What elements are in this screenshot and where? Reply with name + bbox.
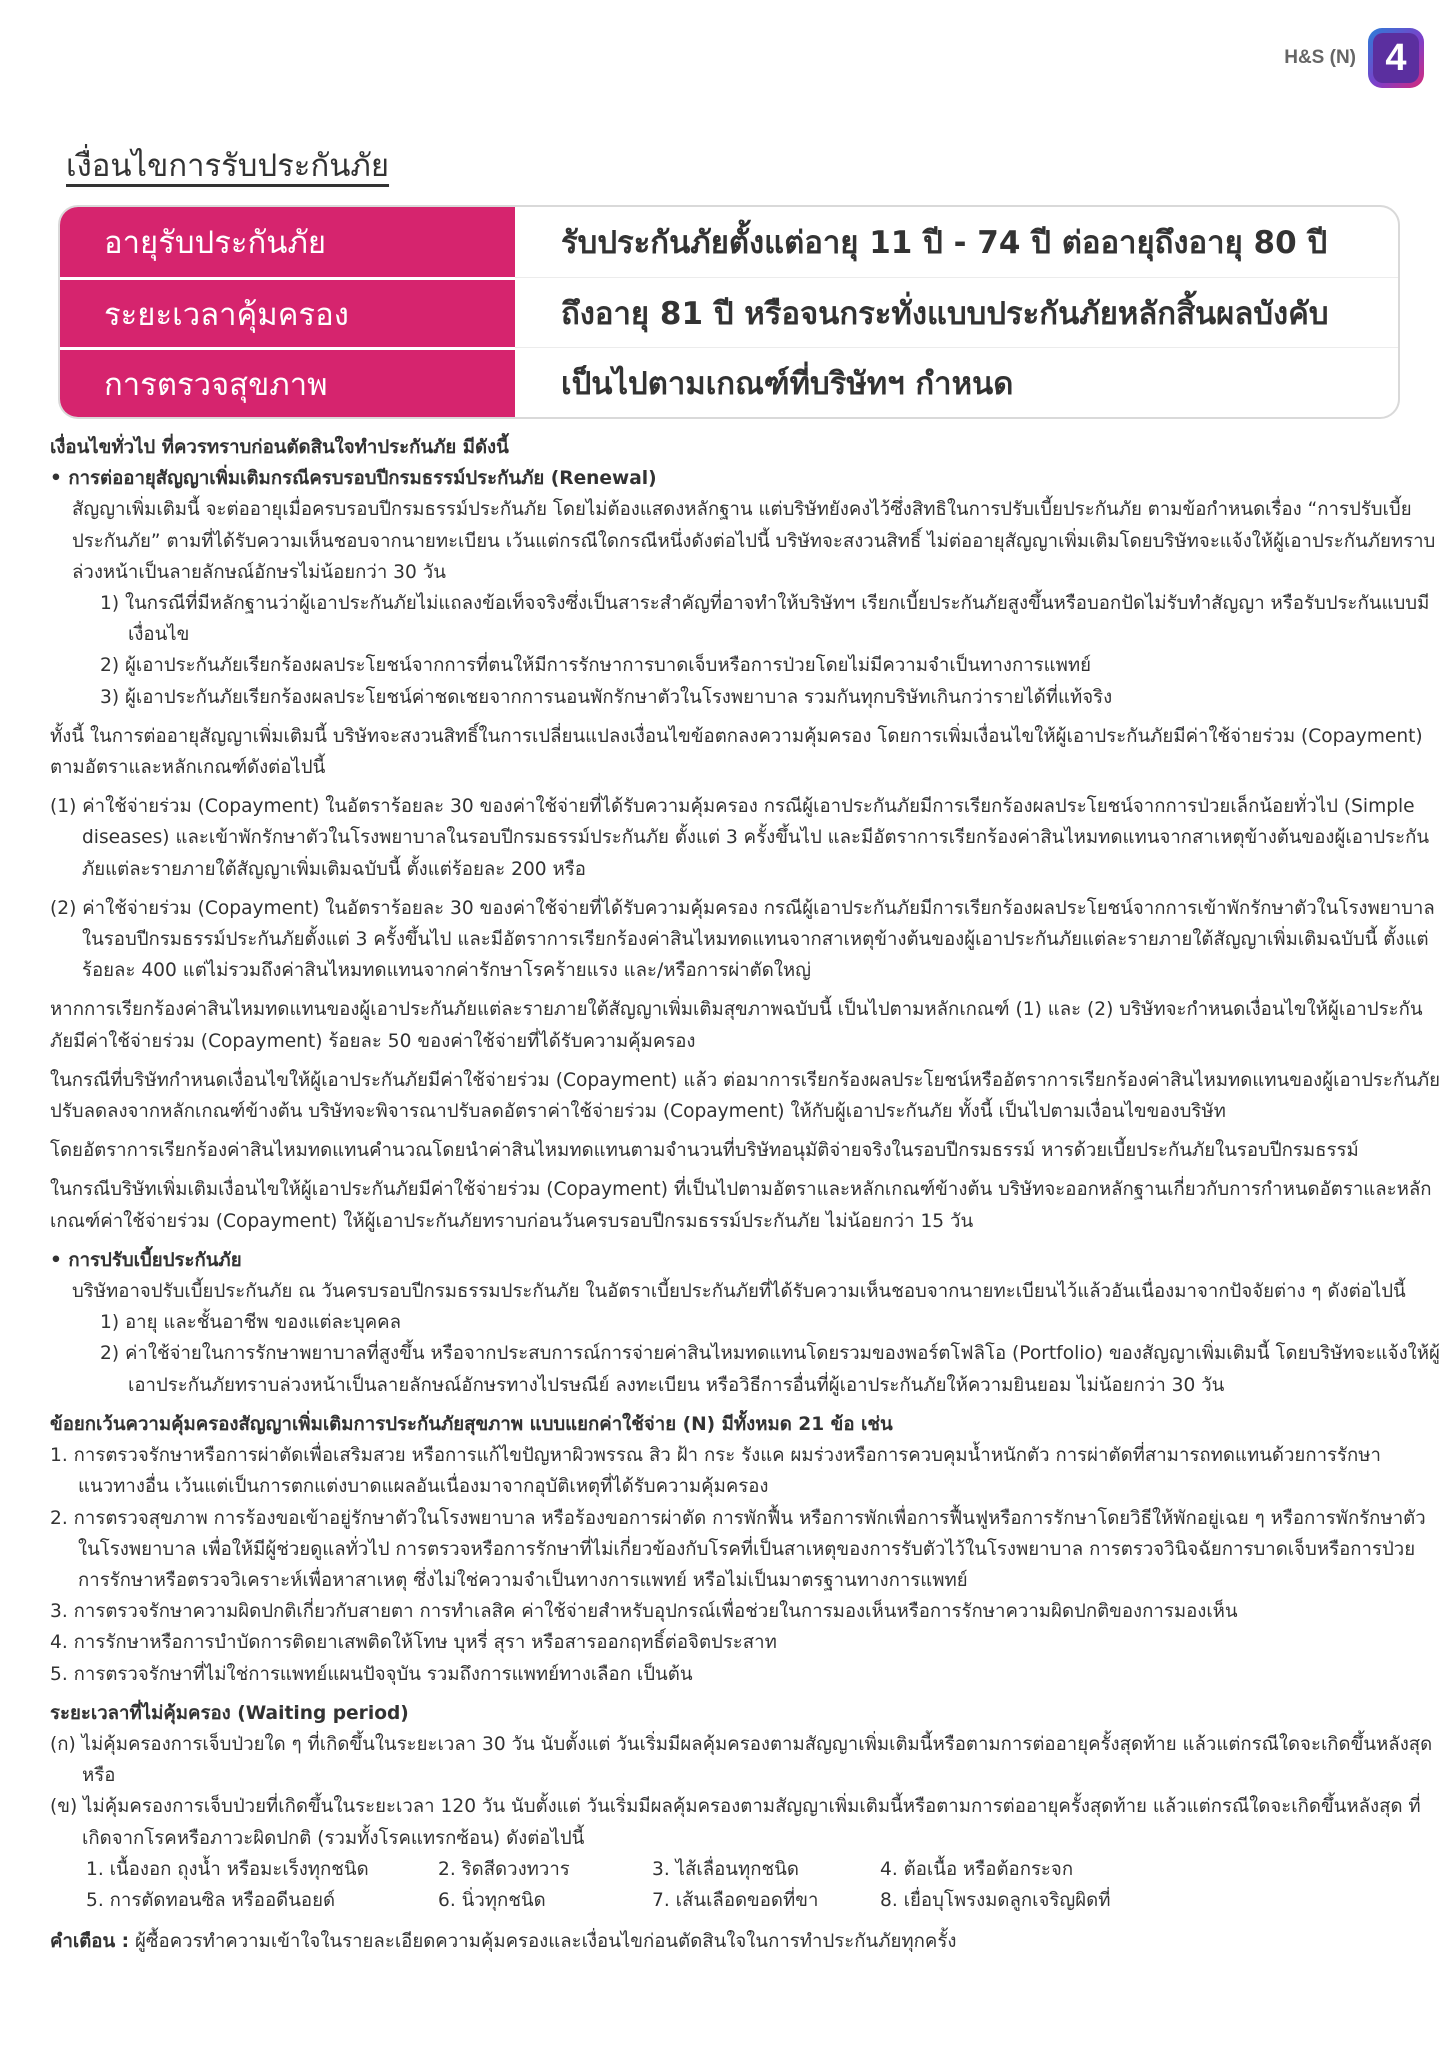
condition-value: รับประกันภัยตั้งแต่อายุ 11 ปี - 74 ปี ต่ออายุถึงอายุ 80 ปี bbox=[561, 225, 1328, 261]
premium-item: 1) อายุ และชั้นอาชีพ ของแต่ละบุคคล bbox=[100, 1312, 401, 1334]
exclusion-item: 5. การตรวจรักษาที่ไม่ใช่การแพทย์แผนปัจจุบัน รวมถึงการแพทย์ทางเลือก เป็นต้น bbox=[50, 1663, 693, 1685]
disease-item: 2. ริดสีดวงทวาร bbox=[438, 1858, 570, 1880]
renewal-item: 3) ผู้เอาประกันภัยเรียกร้องผลประโยชน์ค่าชดเชยจากการนอนพักรักษาตัวในโรงพยาบาล รวมกันทุกบริษัทเกินกว่ารายได้ที่แท้จริง bbox=[100, 686, 1113, 708]
disease-item: 4. ต้อเนื้อ หรือต้อกระจก bbox=[880, 1858, 1074, 1880]
warning-note bbox=[50, 1926, 1440, 1957]
terms-content bbox=[50, 432, 1440, 1957]
conditions-table bbox=[58, 205, 1400, 419]
renewal-item: 1) ในกรณีที่มีหลักฐานว่าผู้เอาประกันภัยไม่แถลงข้อเท็จจริงซึ่งเป็นสาระสำคัญที่อาจทำให้บริษัทฯ เรียกเบี้ยประกันภัยสูงขึ้นหรือบอกปัดไม่รับทำสัญญา หรือรับประกันแบบมีเงื่อนไข bbox=[100, 593, 1430, 646]
renewal-body: สัญญาเพิ่มเติมนี้ จะต่ออายุเมื่อครบรอบปีกรมธรรม์ประกันภัย โดยไม่ต้องแสดงหลักฐาน แต่บริษัทยังคงไว้ซึ่งสิทธิในการปรับเบี้ยประกันภัย ตามข้อกำหนดเรื่อง “การปรับเบี้ยประกันภัย” ตามที่ได้รับความเห็นชอบจากนายทะเบียน เว้นแต่กรณีใดกรณีหนึ่งดังต่อไปนี้ บริษัทจะสงวนสิทธิ์ ไม่ต่ออายุสัญญาเพิ่มเติมโดยบริษัทจะแจ้งให้ผู้เอาประกันภัยทราบล่วงหน้าเป็นลายลักษณ์อักษรไม่น้อยกว่า 30 วัน bbox=[72, 499, 1436, 583]
condition-value: เป็นไปตามเกณฑ์ที่บริษัทฯ กำหนด bbox=[515, 347, 1398, 417]
disease-item: 3. ไส้เลื่อนทุกชนิด bbox=[652, 1858, 799, 1880]
premium-item: 2) ค่าใช้จ่ายในการรักษาพยาบาลที่สูงขึ้น หรือจากประสบการณ์การจ่ายค่าสินไหมทดแทนโดยรวมของพอร์ตโฟลิโอ (Portfolio) ของสัญญาเพิ่มเติมนี้ โดยบริษัทจะแจ้งให้ผู้เอาประกันภัยทราบล่วงหน้าเป็นลายลักษณ์อักษรทางไปรษณีย์ ลงทะเบียน หรือวิธีการอื่นที่ผู้เอาประกันภัยให้ความยินยอม ไม่น้อยกว่า 30 วัน bbox=[100, 1343, 1440, 1396]
exclusion-item: 3. การตรวจรักษาความผิดปกติเกี่ยวกับสายตา การทำเลสิค ค่าใช้จ่ายสำหรับอุปกรณ์เพื่อช่วยในการมองเห็นหรือการรักษาความผิดปกติของการมองเห็น bbox=[50, 1601, 1238, 1623]
condition-row-age bbox=[60, 207, 1398, 277]
header-brand bbox=[1284, 28, 1424, 88]
disease-item: 7. เส้นเลือดขอดที่ขา bbox=[652, 1889, 819, 1911]
waiting-item: (ก) ไม่คุ้มครองการเจ็บป่วยใด ๆ ที่เกิดขึ้นในระยะเวลา 30 วัน นับตั้งแต่ วันเริ่มมีผลคุ้มครองตามสัญญาเพิ่มเติมนี้หรือตามการต่ออายุครั้งสุดท้าย แล้วแต่กรณีใดจะเกิดขึ้นหลังสุด หรือ bbox=[50, 1733, 1433, 1787]
waiting-disease-list bbox=[50, 1854, 1440, 1916]
warning-text: ผู้ซื้อควรทำความเข้าใจในรายละเอียดความคุ้มครองและเงื่อนไขก่อนตัดสินใจในการทำประกันภัยทุกครั้ง bbox=[129, 1931, 957, 1953]
renewal-item: 2) ผู้เอาประกันภัยเรียกร้องผลประโยชน์จากการที่ตนให้มีการรักษาการบาดเจ็บหรือการป่วยโดยไม่มีความจำเป็นทางการแพทย์ bbox=[100, 655, 1092, 677]
copay-paragraph: ในกรณีบริษัทเพิ่มเติมเงื่อนไขให้ผู้เอาประกันภัยมีค่าใช้จ่ายร่วม (Copayment) ที่เป็นไปตามอัตราและหลักเกณฑ์ข้างต้น บริษัทจะออกหลักฐานเกี่ยวกับการกำหนดอัตราและหลักเกณฑ์ค่าใช้จ่ายร่วม (Copayment) ให้ผู้เอาประกันภัยทราบก่อนวันครบรอบปีกรมธรรม์ประกันภัย ไม่น้อยกว่า 15 วัน bbox=[50, 1179, 1432, 1232]
disease-item: 8. เยื่อบุโพรงมดลูกเจริญผิดที่ bbox=[880, 1889, 1111, 1911]
copay-paragraph: ในกรณีที่บริษัทกำหนดเงื่อนไขให้ผู้เอาประกันภัยมีค่าใช้จ่ายร่วม (Copayment) แล้ว ต่อมาการเรียกร้องผลประโยชน์หรืออัตราการเรียกร้องค่าสินไหมทดแทนของผู้เอาประกันภัยปรับลดลงจากหลักเกณฑ์ข้างต้น บริษัทจะพิจารณาปรับลดอัตราค่าใช้จ่ายร่วม (Copayment) ให้กับผู้เอาประกันภัย ทั้งนี้ เป็นไปตามเงื่อนไขของบริษัท bbox=[50, 1069, 1440, 1123]
renewal-heading: • การต่ออายุสัญญาเพิ่มเติมกรณีครบรอบปีกรมธรรม์ประกันภัย (Renewal) bbox=[50, 468, 657, 490]
copay-intro: ทั้งนี้ ในการต่ออายุสัญญาเพิ่มเติมนี้ บริษัทจะสงวนสิทธิ์ในการเปลี่ยนแปลงเงื่อนไขข้อตกลงความคุ้มครอง โดยการเพิ่มเงื่อนไขให้ผู้เอาประกันภัยมีค่าใช้จ่ายร่วม (Copayment) ตามอัตราและหลักเกณฑ์ดังต่อไปนี้ bbox=[50, 725, 1423, 779]
exclusion-item: 4. การรักษาหรือการบำบัดการติดยาเสพติดให้โทษ บุหรี่ สุรา หรือสารออกฤทธิ์ต่อจิตประสาท bbox=[50, 1632, 777, 1654]
premium-heading: • การปรับเบี้ยประกันภัย bbox=[50, 1249, 242, 1271]
page-number-badge bbox=[1368, 28, 1424, 88]
exclusions-heading: ข้อยกเว้นความคุ้มครองสัญญาเพิ่มเติมการประกันภัยสุขภาพ แบบแยกค่าใช้จ่าย (N) มีทั้งหมด 21 ข้อ เช่น bbox=[50, 1413, 893, 1435]
condition-row-coverage-period bbox=[60, 277, 1398, 347]
disease-item: 6. นิ่วทุกชนิด bbox=[438, 1889, 546, 1911]
premium-body: บริษัทอาจปรับเบี้ยประกันภัย ณ วันครบรอบปีกรมธรรมประกันภัย ในอัตราเบี้ยประกันภัยที่ได้รับความเห็นชอบจากนายทะเบียนไว้แล้วอันเนื่องมาจากปัจจัยต่าง ๆ ดังต่อไปนี้ bbox=[72, 1281, 1406, 1303]
condition-label: ระยะเวลาคุ้มครอง bbox=[60, 277, 515, 347]
copay-paragraph: โดยอัตราการเรียกร้องค่าสินไหมทดแทนคำนวณโดยนำค่าสินไหมทดแทนตามจำนวนที่บริษัทอนุมัติจ่ายจริงในรอบปีกรมธรรม์ หารด้วยเบี้ยประกันภัยในรอบปีกรมธรรม์ bbox=[50, 1140, 1359, 1162]
condition-label: อายุรับประกันภัย bbox=[60, 207, 515, 277]
condition-value: ถึงอายุ 81 ปี หรือจนกระทั่งแบบประกันภัยหลักสิ้นผลบังคับ bbox=[515, 277, 1398, 347]
page-number: 4 bbox=[1373, 33, 1419, 83]
brand-code: H&S (N) bbox=[1284, 47, 1356, 68]
copay-item: (2) ค่าใช้จ่ายร่วม (Copayment) ในอัตราร้อยละ 30 ของค่าใช้จ่ายที่ได้รับความคุ้มครอง กรณีผู้เอาประกันภัยมีการเรียกร้องผลประโยชน์จากการเข้าพักรักษาตัวในโรงพยาบาล ในรอบปีกรมธรรม์ประกันภัยตั้งแต่ 3 ครั้งขึ้นไป และมีอัตราการเรียกร้องค่าสินไหมทดแทนจากสาเหตุข้างต้นของผู้เอาประกันภัยแต่ละรายภายใต้สัญญาเพิ่มเติมฉบับนี้ ตั้งแต่ร้อยละ 400 แต่ไม่รวมถึงค่าสินไหมทดแทนจากค่ารักษาโรคร้ายแรง และ/หรือการผ่าตัดใหญ่ bbox=[50, 897, 1435, 982]
waiting-item: (ข) ไม่คุ้มครองการเจ็บป่วยที่เกิดขึ้นในระยะเวลา 120 วัน นับตั้งแต่ วันเริ่มมีผลคุ้มครองตามสัญญาเพิ่มเติมนี้หรือตามการต่ออายุครั้งสุดท้าย แล้วแต่กรณีใดจะเกิดขึ้นหลังสุด ที่เกิดจากโรคหรือภาวะผิดปกติ (รวมทั้งโรคแทรกซ้อน) ดังต่อไปนี้ bbox=[50, 1796, 1421, 1849]
copay-paragraph: หากการเรียกร้องค่าสินไหมทดแทนของผู้เอาประกันภัยแต่ละรายภายใต้สัญญาเพิ่มเติมสุขภาพฉบับนี้ เป็นไปตามหลักเกณฑ์ (1) และ (2) บริษัทจะกำหนดเงื่อนไขให้ผู้เอาประกันภัยมีค่าใช้จ่ายร่วม (Copayment) ร้อยละ 50 ของค่าใช้จ่ายที่ได้รับความคุ้มครอง bbox=[50, 999, 1423, 1052]
copay-item: (1) ค่าใช้จ่ายร่วม (Copayment) ในอัตราร้อยละ 30 ของค่าใช้จ่ายที่ได้รับความคุ้มครอง กรณีผู้เอาประกันภัยมีการเรียกร้องผลประโยชน์จากการป่วยเล็กน้อยทั่วไป (Simple diseases) และเข้าพักรักษาตัวในโรงพยาบาลในรอบปีกรมธรรม์ประกันภัย ตั้งแต่ 3 ครั้งขึ้นไป และมีอัตราการเรียกร้องค่าสินไหมทดแทนจากสาเหตุข้างต้นของผู้เอาประกันภัยแต่ละรายภายใต้สัญญาเพิ่มเติมฉบับนี้ ตั้งแต่ร้อยละ 200 หรือ bbox=[50, 796, 1430, 880]
warning-label: คำเตือน : bbox=[50, 1931, 130, 1953]
condition-row-health-check bbox=[60, 347, 1398, 417]
page-title: เงื่อนไขการรับประกันภัย bbox=[66, 148, 390, 184]
waiting-heading: ระยะเวลาที่ไม่คุ้มครอง (Waiting period) bbox=[50, 1702, 409, 1724]
disease-item: 1. เนื้องอก ถุงน้ำ หรือมะเร็งทุกชนิด bbox=[86, 1858, 369, 1880]
disease-item: 5. การตัดทอนซิล หรืออดีนอยด์ bbox=[86, 1889, 336, 1911]
exclusion-item: 1. การตรวจรักษาหรือการผ่าตัดเพื่อเสริมสวย หรือการแก้ไขปัญหาผิวพรรณ สิว ฝ้า กระ รังแค ผมร่วงหรือการควบคุมน้ำหนักตัว การผ่าตัดที่สามารถทดแทนด้วยการรักษาแนวทางอื่น เว้นแต่เป็นการตกแต่งบาดแผลอันเนื่องมาจากอุบัติเหตุที่ได้รับความคุ้มครอง bbox=[50, 1445, 1381, 1498]
general-heading: เงื่อนไขทั่วไป ที่ควรทราบก่อนตัดสินใจทำประกันภัย มีดังนี้ bbox=[50, 437, 509, 458]
condition-label: การตรวจสุขภาพ bbox=[60, 347, 515, 417]
exclusion-item: 2. การตรวจสุขภาพ การร้องขอเข้าอยู่รักษาตัวในโรงพยาบาล หรือร้องขอการผ่าตัด การพักฟื้น หรือการพักเพื่อการฟื้นฟูหรือการรักษาโดยวิธีให้พักอยู่เฉย ๆ หรือการพักรักษาตัวในโรงพยาบาล เพื่อให้มีผู้ช่วยดูแลทั่วไป การตรวจหรือการรักษาที่ไม่เกี่ยวข้องกับโรคที่เป็นสาเหตุของการรับตัวไว้ในโรงพยาบาล การตรวจวินิจฉัยการบาดเจ็บหรือการป่วย การรักษาหรือตรวจวิเคราะห์เพื่อหาสาเหตุ ซึ่งไม่ใช่ความจำเป็นทางการแพทย์ หรือไม่เป็นมาตรฐานทางการแพทย์ bbox=[50, 1507, 1426, 1591]
